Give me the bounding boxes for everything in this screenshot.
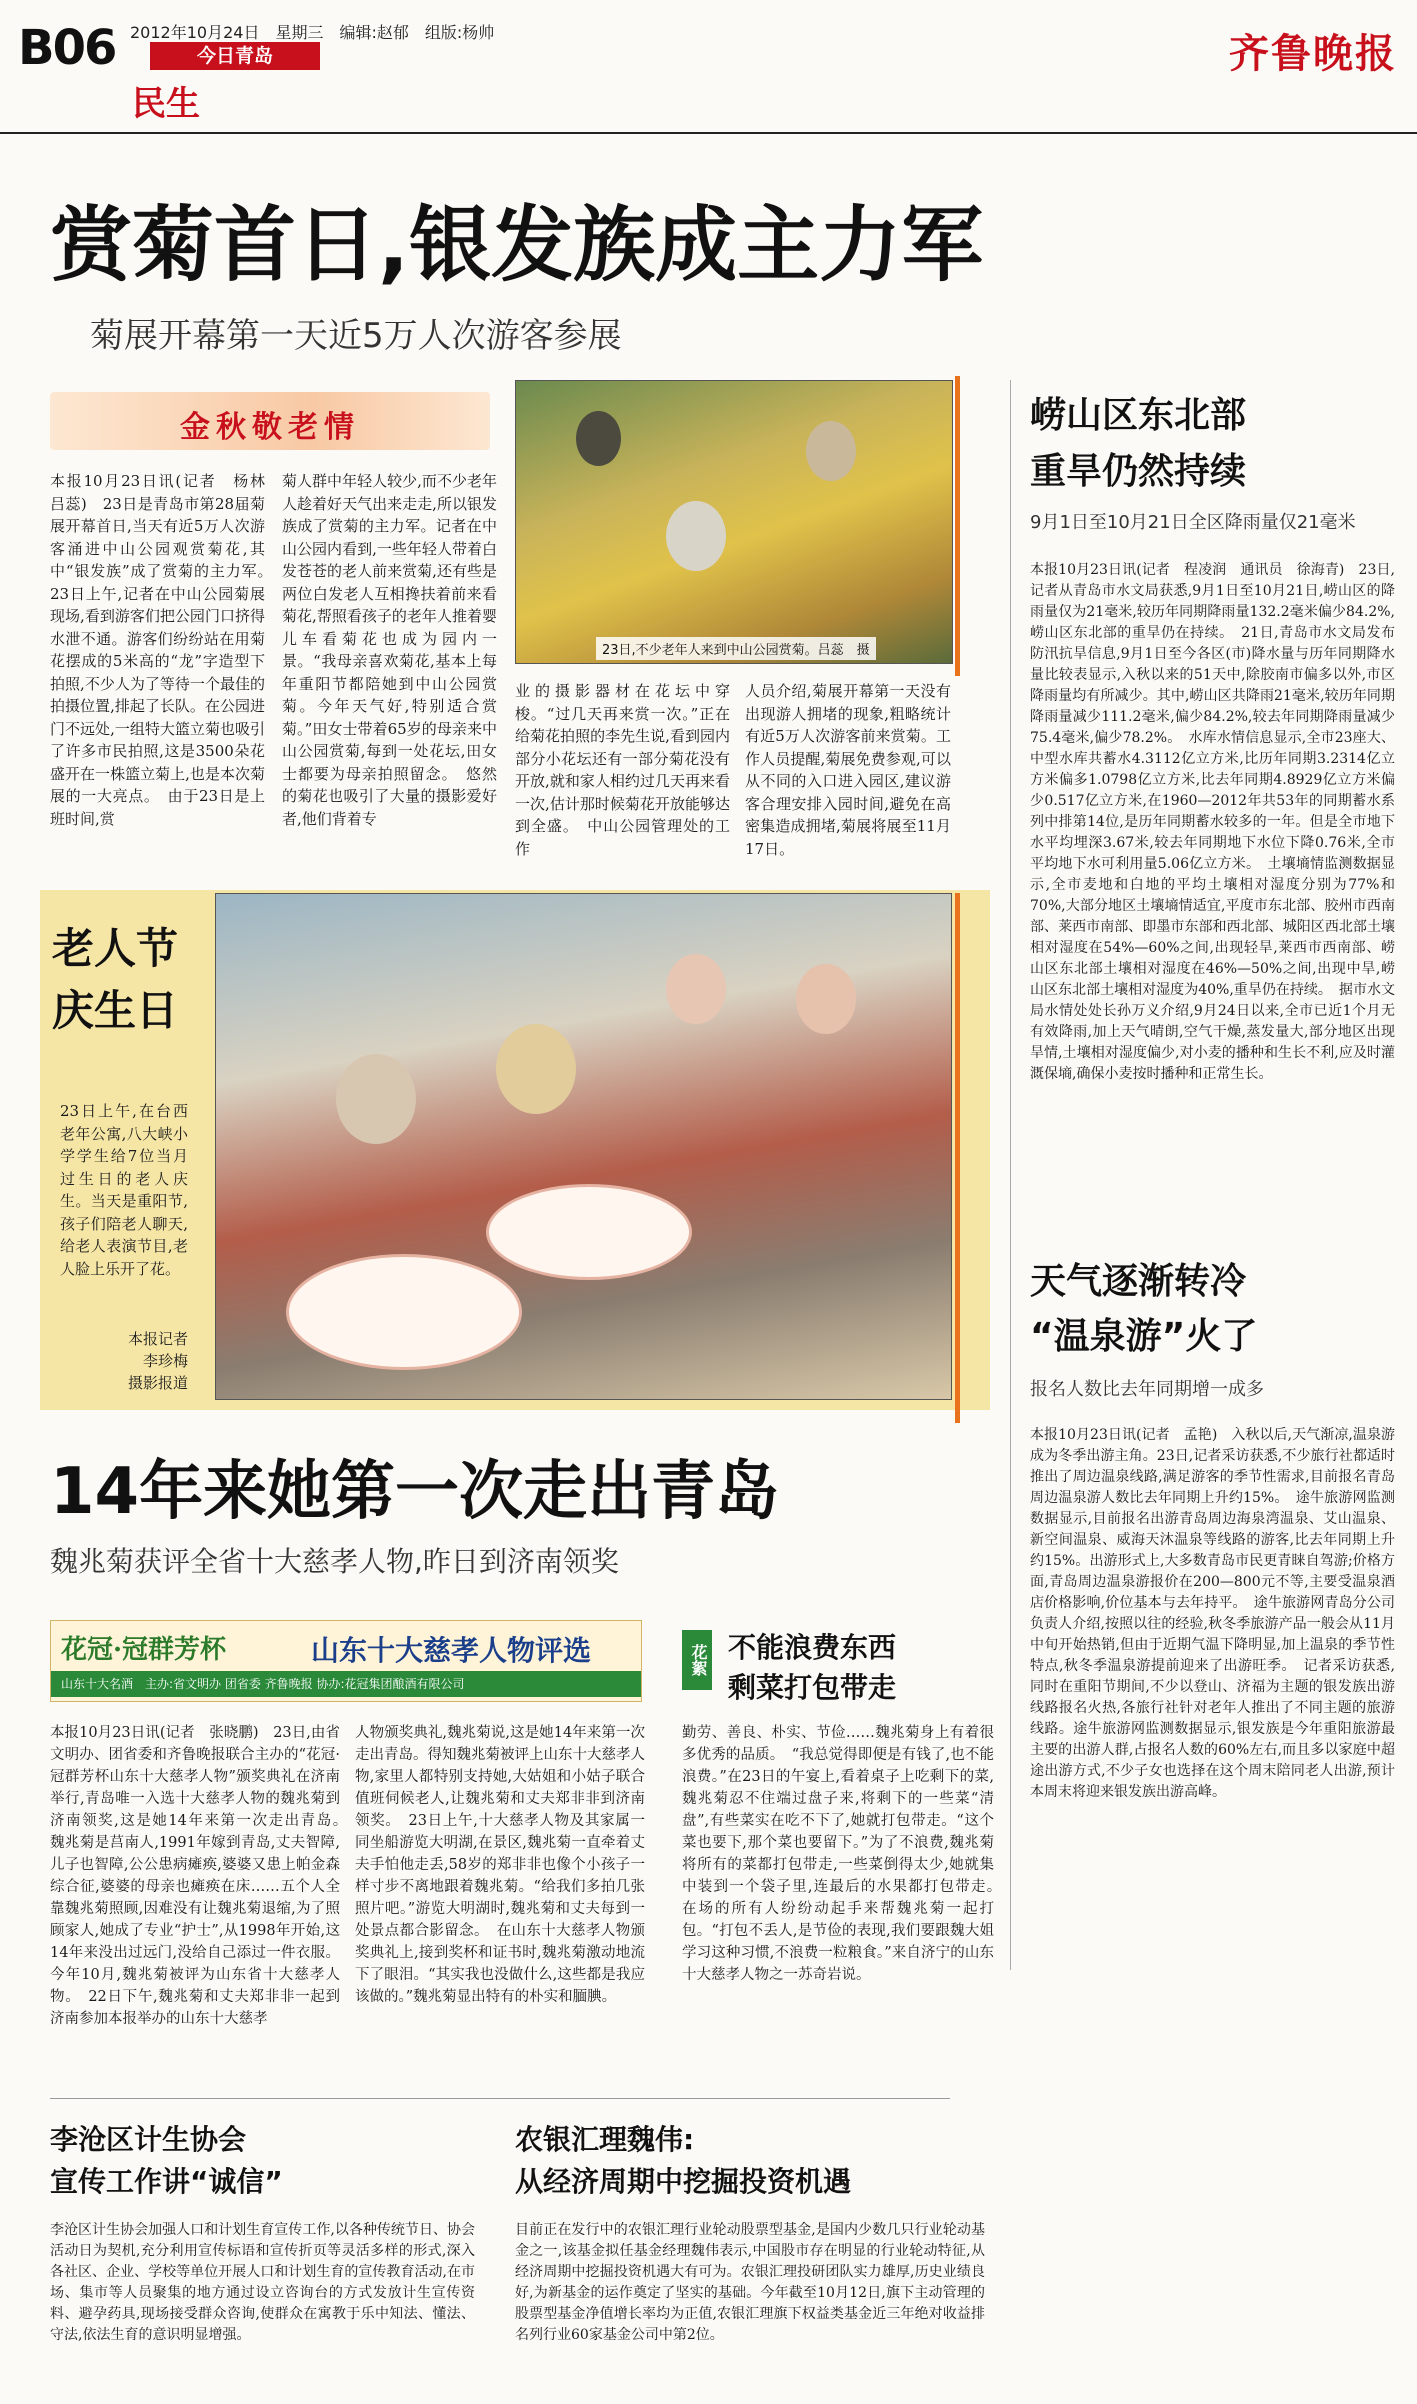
abc-body: 目前正在发行中的农银汇理行业轮动股票型基金,是国内少数几只行业轮动基金之一,该基金拟任基金经理魏伟表示,中国股市存在明显的行业轮动特征,从经济周期中挖掘投资机遇大有可为。农银汇理投研团队实力雄厚,历史业绩良好,为新基金的运作奠定了坚实的基础。今年截至10月12日,旗下主动管理的股票型基金净值增长率均为正值,农银汇理旗下权益类基金近三年绝对收益排名列行业60家基金公司中第2位。 bbox=[515, 2222, 985, 2343]
credit-line-2: 李珍梅 bbox=[142, 1352, 188, 1370]
qingdao-headline: 14年来她第一次走出青岛 bbox=[50, 1455, 780, 1529]
qingdao-subheadline: 魏兆菊获评全省十大慈孝人物,昨日到济南领奖 bbox=[50, 1545, 619, 1578]
weather-title-2: “温泉游”火了 bbox=[1030, 1316, 1258, 1357]
qingdao-col-1: 本报10月23日讯(记者 张晓鹏) 23日,由省文明办、团省委和齐鲁晚报联合主办的“花冠·冠群芳杯山东十大慈孝人物”颁奖典礼在济南举行,青岛唯一入选十大慈孝人物的魏兆菊到济南领奖,这是她14年来第一次走出青岛。 魏兆菊是莒南人,1991年嫁到青岛,丈夫智障,儿子也智障,公公患病瘫痪,婆婆又患上帕金森综合征,婆婆的母亲也瘫痪在床……五个人全靠魏兆菊照顾,因难没有让魏兆菊退缩,为了照顾家人,她成了专业“护士”,从1998年开始,这14年来没出过远门,没给自己添过一件衣服。今年10月,魏兆菊被评为山东省十大慈孝人物。 22日下午,魏兆菊和丈夫郑非非一起到济南参加本报举办的山东十大慈孝 bbox=[50, 1725, 355, 2027]
photo-caption: 23日,不少老年人来到中山公园赏菊。吕蕊 摄 bbox=[596, 637, 876, 660]
banner-text: 金秋敬老情 bbox=[180, 410, 360, 445]
main-subheadline: 菊展开幕第一天近5万人次游客参展 bbox=[90, 316, 622, 356]
licang-title-1: 李沧区计生协会 bbox=[50, 2123, 247, 2156]
abc-title-2: 从经济周期中挖掘投资机遇 bbox=[515, 2165, 852, 2198]
newspaper-logo: 齐鲁晚报 bbox=[1229, 30, 1397, 77]
sidebar-title-2: 剩菜打包带走 bbox=[728, 1671, 897, 1704]
sidebar-body: 勤劳、善良、朴实、节俭……魏兆菊身上有着很多优秀的品质。 “我总觉得即便是有钱了,也不能浪费。”在23日的午宴上,看着桌子上吃剩下的菜,魏兆菊忍不住端过盘子来,将剩下的一些菜“清盘”,有些菜实在吃不下了,她就打包带走。“这个菜也要下,那个菜也要留下。”为了不浪费,魏兆菊将所有的菜都打包带走,一些菜倒得太少,她就集中装到一个袋子里,连最后的水果都打包带走。 在场的所有人纷纷动起手来帮魏兆菊一起打包。“打包不丢人,是节俭的表现,我们要跟魏大姐学习这种习惯,不浪费一粒粮食。”来自济宁的山东十大慈孝人物之一苏奇岩说。 bbox=[682, 1725, 1009, 1983]
right-column-rule bbox=[1010, 380, 1011, 1970]
main-col-2: 菊人群中年轻人较少,而不少老年人趁着好天气出来走走,所以银发族成了赏菊的主力军。记者在中山公园内看到,一些年轻人带着白发苍苍的老人前来赏菊,还有些是两位白发老人互相搀扶着前来看菊花,帮照看孩子的老年人推着婴儿车看菊花也成为园内一景。“我母亲喜欢菊花,基本上每年重阳节都陪她到中山公园赏菊。今年天气好,特别适合赏菊。”田女士带着65岁的母亲来中山公园赏菊,每到一处花坛,田女士都要为母亲拍照留念。 悠然的菊花也吸引了大量的摄影爱好者,他们背着专 bbox=[282, 472, 497, 828]
header-rule bbox=[0, 132, 1417, 134]
main-col-3: 业的摄影器材在花坛中穿梭。“过几天再来赏一次。”正在给菊花拍照的李先生说,看到园内部分小花坛还有一部分菊花没有开放,就和家人相约过几天再来看一次,估计那时候菊花开放能够达到全盛。 中山公园管理处的工作 bbox=[515, 682, 730, 858]
section-tag: 今日青岛 bbox=[150, 42, 320, 70]
date-line: 2012年10月24日 星期三 编辑:赵郁 组版:杨帅 bbox=[130, 23, 495, 42]
birthday-body: 23日上午,在台西老年公寓,八大峡小学学生给7位当月过生日的老人庆生。当天是重阳节,孩子们陪老人聊天,给老人表演节目,老人脸上乐开了花。 bbox=[60, 1102, 188, 1278]
page-number: B06 bbox=[18, 20, 116, 76]
orange-rule bbox=[955, 376, 960, 676]
orange-rule-2 bbox=[955, 893, 960, 1423]
weather-title-1: 天气逐渐转冷 bbox=[1030, 1261, 1247, 1302]
chrysanthemum-photo bbox=[515, 380, 953, 664]
award-banner-right: 山东十大慈孝人物评选 bbox=[311, 1634, 592, 1667]
award-banner-sub: 山东十大名酒 主办:省文明办 团省委 齐鲁晚报 协办:花冠集团酿酒有限公司 bbox=[51, 1671, 641, 1697]
birthday-title-1: 老人节 bbox=[52, 924, 179, 973]
banner-jinqiu bbox=[50, 392, 490, 450]
credit-line-1: 本报记者 bbox=[127, 1330, 188, 1348]
licang-title-2: 宣传工作讲“诚信” bbox=[50, 2165, 283, 2198]
award-banner-left: 花冠·冠群芳杯 bbox=[61, 1635, 227, 1665]
section-name: 民生 bbox=[132, 84, 200, 124]
main-headline: 赏菊首日,银发族成主力军 bbox=[50, 198, 984, 293]
award-banner bbox=[50, 1620, 642, 1702]
birthday-photo bbox=[215, 893, 952, 1400]
birthday-credit bbox=[60, 1328, 188, 1394]
weather-subtitle: 报名人数比去年同期增一成多 bbox=[1030, 1379, 1264, 1400]
licang-body: 李沧区计生协会加强人口和计划生育宣传工作,以各种传统节日、协会活动日为契机,充分利用宣传标语和宣传折页等灵活多样的形式,深入各社区、企业、学校等单位开展人口和计划生育的宣传教育活动,在市场、集市等人员聚集的地方通过设立咨询台的方式发放计生宣传资料、避孕药具,现场接受群众咨询,使群众在寓教于乐中知法、懂法、守法,依法生育的意识明显增强。 bbox=[50, 2222, 475, 2343]
main-col-1: 本报10月23日讯(记者 杨林 吕蕊) 23日是青岛市第28届菊展开幕首日,当天有近5万人次游客涌进中山公园观赏菊花,其中“银发族”成了赏菊的主力军。 23日上午,记者在中山公园菊展现场,看到游客们把公园门口挤得水泄不通。游客们纷纷站在用菊花摆成的5米高的“龙”字造型下拍照,不少人为了等待一个最佳的拍摄位置,排起了长队。在公园进门不远处,一组特大篮立菊也吸引了许多市民拍照,这是3500朵花盛开在一株篮立菊上,也是本次菊展的一大亮点。 由于23日是上班时间,赏 bbox=[50, 472, 281, 828]
bottom-rule bbox=[50, 2098, 950, 2099]
laoshan-body: 本报10月23日讯(记者 程凌润 通讯员 徐海青) 23日,记者从青岛市水文局获悉,9月1日至10月21日,崂山区的降雨量仅为21毫米,较历年同期降雨量132.2毫米偏少84.2%,崂山区东北部的重旱仍在持续。 21日,青岛市水文局发布防汛抗旱信息,9月1日至今各区(市)降水量与历年同期降水量比较表显示,入秋以来的51天中,除胶南市偏多以外,市区降雨量均有所减少。其中,崂山区共降雨21毫米,较历年同期降雨量减少111.2毫米,偏少84.2%,较去年同期降雨量减少75.4毫米,偏少78.2%。 水库水情信息显示,全市23座大、中型水库共蓄水4.3112亿立方米,比历年同期3.2314亿立方米偏多1.0798亿立方米,比去年同期4.8929亿立方米偏少0.517亿立方米,在1960—2012年共53年的同期蓄水系列中排第14位,是历年同期蓄水较多的一年。但是全市地下水平均埋深3.67米,较去年同期地下水位下降0.76米,全市平均地下水可利用量5.06亿立方米。 土壤墒情监测数据显示,全市麦地和白地的平均土壤相对湿度分别为77%和70%,大部分地区土壤墒情适宜,平度市东北部、胶州市西南部、莱西市南部、即墨市东部和西北部、城阳区西北部土壤相对湿度在54%—60%之间,出现轻旱,莱西市西南部、崂山区东北部土壤相对湿度在46%—50%之间,出现中旱,崂山区东北部土壤相对湿度为40%,重旱仍在持续。 据市水文局水情处处长孙万义介绍,9月24日以来,全市已近1个月无有效降雨,加上天气晴朗,空气干燥,蒸发量大,部分地区出现旱情,土壤相对湿度偏少,对小麦的播种和生长不利,应及时灌溉保墒,确保小麦按时播种和正常生长。 bbox=[1030, 562, 1395, 1082]
main-col-4: 人员介绍,菊展开幕第一天没有出现游人拥堵的现象,粗略统计有近5万人次游客前来赏菊。工作人员提醒,菊展免费参观,可以从不同的入口进入园区,建议游客合理安排入园时间,避免在高密集造成拥堵,菊展将展至11月17日。 bbox=[745, 682, 951, 858]
qingdao-col-2: 人物颁奖典礼,魏兆菊说,这是她14年来第一次走出青岛。得知魏兆菊被评上山东十大慈孝人物,家里人都特别支持她,大姑姐和小姑子联合值班伺候老人,让魏兆菊和丈夫郑非非到济南领奖。 23日上午,十大慈孝人物及其家属一同坐船游览大明湖,在景区,魏兆菊一直牵着丈夫手怕他走丢,58岁的郑非非也像个小孩子一样寸步不离地跟着魏兆菊。“给我们多拍几张照片吧。”游览大明湖时,魏兆菊和丈夫每到一处景点都合影留念。 在山东十大慈孝人物颁奖典礼上,接到奖杯和证书时,魏兆菊激动地流下了眼泪。“其实我也没做什么,这些都是我应该做的。”魏兆菊显出特有的朴实和腼腆。 bbox=[355, 1725, 645, 2005]
weather-body: 本报10月23日讯(记者 孟艳) 入秋以后,天气渐凉,温泉游成为冬季出游主角。23日,记者采访获悉,不少旅行社都适时推出了周边温泉线路,满足游客的季节性需求,目前报名青岛周边温泉游人数比去年同期上升约15%。 途牛旅游网监测数据显示,目前报名出游青岛周边海泉湾温泉、艾山温泉、新空间温泉、威海天沐温泉等线路的游客,比去年同期上升约15%。出游形式上,大多数青岛市民更青睐自驾游;价格方面,青岛周边温泉游报价在200—800元不等,主要受温泉酒店价格影响,价位基本与去年持平。 途牛旅游网青岛分公司负责人介绍,按照以往的经验,秋冬季旅游产品一般会从11月中旬开始热销,但由于近期气温下降明显,加上温泉的季节性特点,秋冬季温泉游提前迎来了出游旺季。 记者采访获悉,同时在重阳节期间,不少以登山、济福为主题的银发族出游线路报名火热,各旅行社针对老年人推出了不同主题的旅游线路。途牛旅游网监测数据显示,银发族是今年重阳旅游最主要的出游人群,占报名人数的60%左右,而且多以家庭中超途出游方式,不少子女也选择在这个周末陪同老人出游,预计本周末将迎来银发族出游高峰。 bbox=[1030, 1427, 1395, 1800]
birthday-title-2: 庆生日 bbox=[52, 986, 179, 1035]
sidebar-tag: 花絮 bbox=[682, 1630, 712, 1690]
laoshan-title-2: 重旱仍然持续 bbox=[1030, 451, 1247, 492]
credit-line-3: 摄影报道 bbox=[127, 1374, 188, 1392]
abc-title-1: 农银汇理魏伟: bbox=[515, 2123, 695, 2156]
laoshan-title-1: 崂山区东北部 bbox=[1030, 395, 1247, 436]
laoshan-subtitle: 9月1日至10月21日全区降雨量仅21毫米 bbox=[1030, 512, 1356, 533]
sidebar-title-1: 不能浪费东西 bbox=[728, 1631, 897, 1664]
